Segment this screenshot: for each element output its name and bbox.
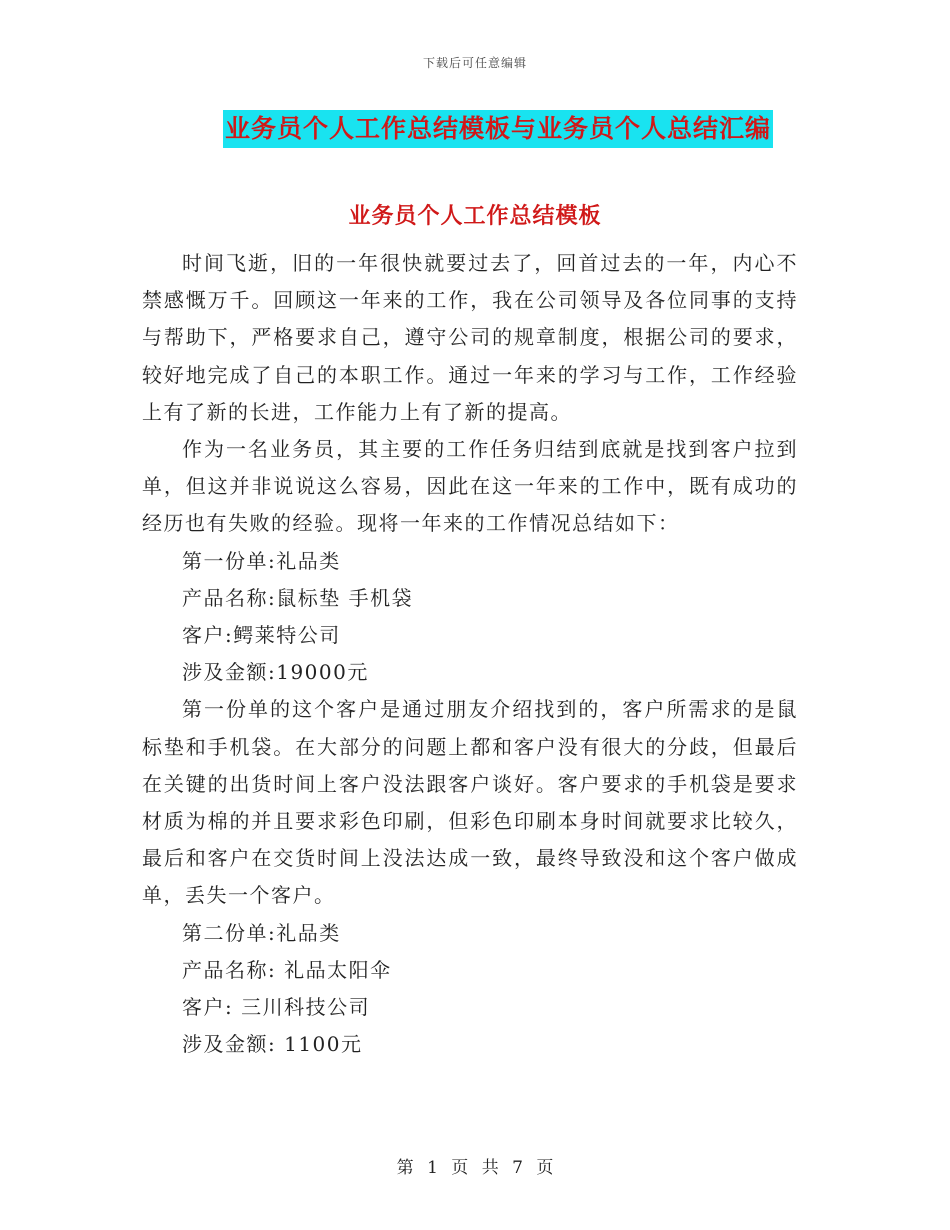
order-2-client: 客户: 三川科技公司 — [182, 995, 371, 1020]
footer-label-page: 第 — [396, 1158, 414, 1178]
order-1-amount: 涉及金额:19000元 — [182, 660, 369, 685]
footer-label-total-unit: 页 — [536, 1158, 554, 1178]
paragraph-overview: 作为一名业务员，其主要的工作任务归结到底就是找到客户拉到单，但这并非说说这么容易，因此在这一年来的工作中，既有成功的经历也有失败的经验。现将一年来的工作情况总结如下： — [142, 437, 798, 536]
main-title-wrap — [0, 110, 950, 148]
order-1-client: 客户:鳄莱特公司 — [182, 623, 341, 648]
order-2-amount: 涉及金额: 1100元 — [182, 1032, 363, 1057]
order-2-product: 产品名称: 礼品太阳伞 — [182, 957, 392, 982]
main-title: 业务员个人工作总结模板与业务员个人总结汇编 — [223, 110, 773, 148]
order-1-description: 第一份单的这个客户是通过朋友介绍找到的，客户所需求的是鼠标垫和手机袋。在大部分的问题上都和客户没有很大的分歧，但最后在关键的出货时间上客户没法跟客户谈好。客户要求的手机袋是要求材质为棉的并且要求彩色印刷，但彩色印刷本身时间就要求比较久，最后和客户在交货时间上没法达成一致，最终导致没和这个客户做成单，丢失一个客户。 — [142, 697, 798, 908]
header-note: 下载后可任意编辑 — [422, 56, 527, 70]
footer-label-page-unit: 页 — [451, 1158, 469, 1178]
footer-total-pages: 7 — [512, 1158, 523, 1178]
page-footer — [0, 1153, 950, 1178]
document-body — [142, 245, 798, 1063]
footer-label-total: 共 — [481, 1158, 499, 1178]
order-1-product: 产品名称:鼠标垫 手机袋 — [182, 585, 414, 610]
paragraph-intro: 时间飞逝，旧的一年很快就要过去了，回首过去的一年，内心不禁感慨万千。回顾这一年来的工作，我在公司领导及各位同事的支持与帮助下，严格要求自己，遵守公司的规章制度，根据公司的要求，较好地完成了自己的本职工作。通过一年来的学习与工作，工作经验上有了新的长进，工作能力上有了新的提高。 — [142, 251, 798, 424]
section-title: 业务员个人工作总结模板 — [348, 204, 602, 229]
order-2-category: 第二份单:礼品类 — [182, 920, 341, 945]
footer-current-page: 1 — [427, 1158, 438, 1178]
order-1-category: 第一份单:礼品类 — [182, 548, 341, 573]
